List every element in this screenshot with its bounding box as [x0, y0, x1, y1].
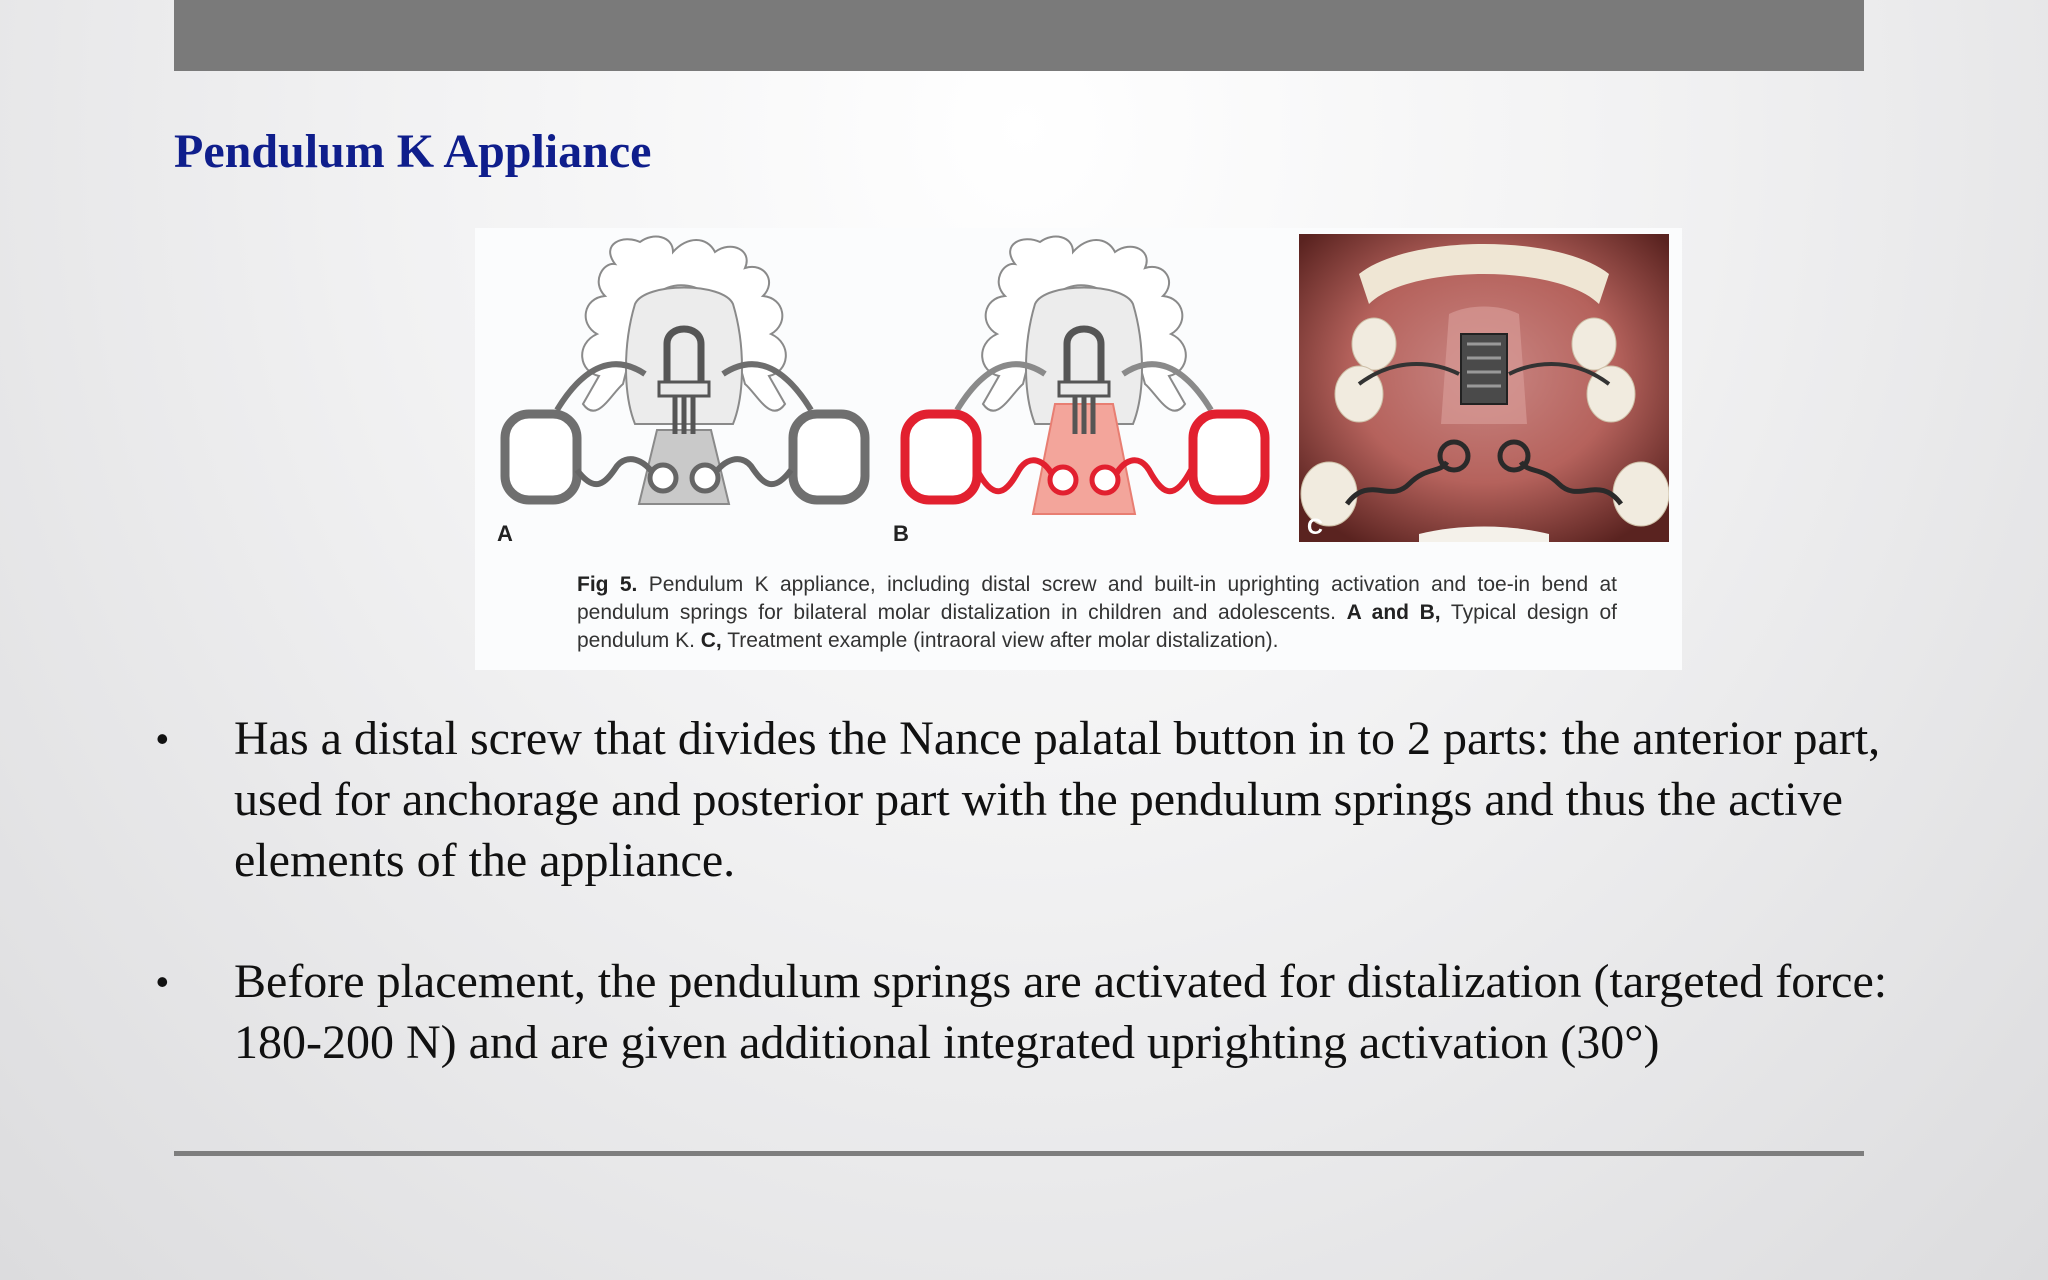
top-bar — [174, 0, 1864, 71]
figure-panel-a-drawing — [495, 234, 875, 552]
panel-label-a: A — [497, 521, 513, 546]
caption-fig-label: Fig 5. — [577, 573, 638, 596]
figure-panel-b-drawing — [895, 234, 1275, 552]
caption-text-2: Typical design of pendulum K. — [577, 601, 1617, 652]
caption-c-label: C, — [700, 629, 722, 652]
bullet-marker: • — [156, 718, 169, 759]
bullet-item — [150, 951, 1910, 1073]
caption-ab-label: A and B, — [1346, 601, 1441, 624]
caption-text-1: Pendulum K appliance, including distal screw and built-in uprighting activation and toe-in bend at pendulum springs for bilateral molar distalization in children and adolescents. — [577, 573, 1617, 624]
bullet-marker: • — [156, 961, 169, 1002]
figure-panel-c-photo — [1299, 234, 1669, 542]
bullet-text: Has a distal screw that divides the Nance palatal button in to 2 parts: the anterior part, used for anchorage and posterior part with the pendulum springs and thus the active elements of the appliance. — [234, 712, 1881, 887]
bullet-list — [150, 708, 1910, 1133]
bottom-rule — [174, 1151, 1864, 1156]
panel-label-c: C — [1307, 514, 1323, 539]
bullet-text: Before placement, the pendulum springs are activated for distalization (targeted force: 180-200 N) and are given additional integrated uprighting activation (30°) — [234, 955, 1888, 1069]
figure-caption — [577, 571, 1617, 655]
bullet-item — [150, 708, 1910, 891]
slide-title: Pendulum K Appliance — [174, 125, 652, 178]
panel-label-b: B — [893, 521, 909, 546]
caption-text-3: Treatment example (intraoral view after molar distalization). — [721, 629, 1279, 652]
figure — [475, 228, 1682, 670]
